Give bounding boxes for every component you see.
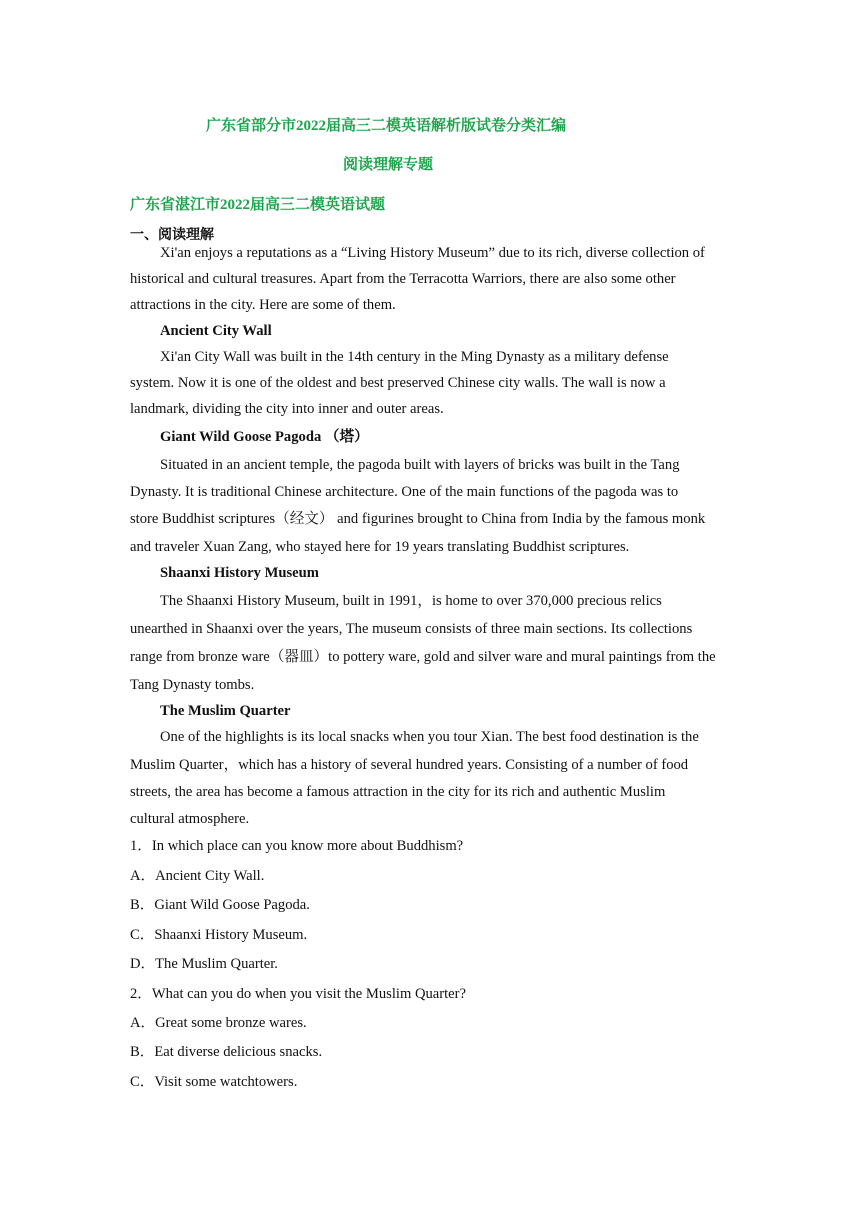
paragraph-line: cultural atmosphere. [130, 811, 250, 827]
paragraph-line: The Shaanxi History Museum, built in 1991，is home to over 370,000 precious relics [160, 593, 662, 609]
answer-option: C．Shaanxi History Museum. [130, 927, 308, 943]
question-stem: 1．In which place can you know more about Buddhism? [130, 838, 464, 854]
paragraph-line: landmark, dividing the city into inner and outer areas. [130, 401, 444, 417]
section-heading-museum: Shaanxi History Museum [160, 565, 319, 581]
answer-option: B．Giant Wild Goose Pagoda. [130, 897, 310, 913]
paragraph-line: and traveler Xuan Zang, who stayed here for 19 years translating Buddhist scriptures. [130, 539, 630, 555]
paragraph-line: Muslim Quarter，which has a history of several hundred years. Consisting of a number of food [130, 757, 689, 773]
intro-line: Xi'an enjoys a reputations as a “Living History Museum” due to its rich, diverse collection of [160, 245, 705, 261]
answer-option: A．Great some bronze wares. [130, 1015, 307, 1031]
answer-option: A．Ancient City Wall. [130, 868, 265, 884]
paragraph-line: Xi'an City Wall was built in the 14th century in the Ming Dynasty as a military defense [160, 349, 669, 365]
paragraph-line: One of the highlights is its local snacks when you tour Xian. The best food destination is the [160, 729, 699, 745]
answer-option: D．The Muslim Quarter. [130, 956, 278, 972]
answer-option: B．Eat diverse delicious snacks. [130, 1044, 323, 1060]
paragraph-line: range from bronze ware（器皿）to pottery ware, gold and silver ware and mural paintings from the [130, 649, 716, 665]
paragraph-line: Situated in an ancient temple, the pagoda built with layers of bricks was built in the Tang [160, 457, 680, 473]
paragraph-line: Tang Dynasty tombs. [130, 677, 255, 693]
document-subtitle: 阅读理解专题 [343, 157, 434, 173]
paragraph-line: streets, the area has become a famous attraction in the city for its rich and authentic Muslim [130, 784, 666, 800]
paragraph-line: unearthed in Shaanxi over the years, The museum consists of three main sections. Its collections [130, 621, 693, 637]
category-heading: 一、阅读理解 [130, 227, 214, 243]
section-heading-pagoda: Giant Wild Goose Pagoda （塔） [160, 429, 369, 445]
section-heading-muslim-quarter: The Muslim Quarter [160, 703, 291, 719]
section-heading-city-wall: Ancient City Wall [160, 323, 272, 339]
question-stem: 2．What can you do when you visit the Muslim Quarter? [130, 986, 466, 1002]
intro-line: attractions in the city. Here are some of them. [130, 297, 396, 313]
intro-line: historical and cultural treasures. Apart from the Terracotta Warriors, there are also some other [130, 271, 676, 287]
answer-option: C．Visit some watchtowers. [130, 1074, 298, 1090]
section-title: 广东省湛江市2022届高三二模英语试题 [130, 197, 386, 213]
document-title: 广东省部分市2022届高三二模英语解析版试卷分类汇编 [206, 118, 567, 134]
paragraph-line: store Buddhist scriptures（经文） and figurines brought to China from India by the famous monk [130, 511, 706, 527]
paragraph-line: Dynasty. It is traditional Chinese architecture. One of the main functions of the pagoda was to [130, 484, 679, 500]
paragraph-line: system. Now it is one of the oldest and best preserved Chinese city walls. The wall is now a [130, 375, 666, 391]
